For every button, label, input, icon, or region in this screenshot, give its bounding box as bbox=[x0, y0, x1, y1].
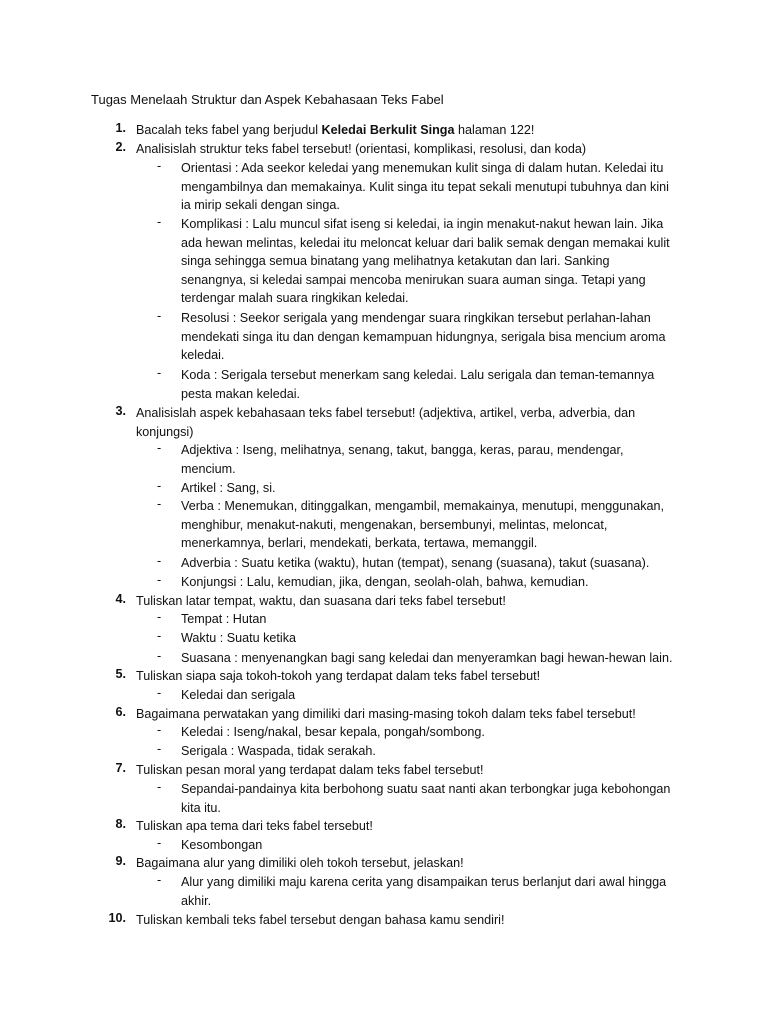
bullet-dash: - bbox=[157, 780, 162, 794]
list-item-text: Sepandai-pandainya kita berbohong suatu saat nanti akan terbongkar juga kebohongan kita itu. bbox=[181, 782, 671, 815]
bullet-dash: - bbox=[157, 873, 162, 887]
question-number: 6. bbox=[115, 705, 126, 719]
list-item-text: Suasana : menyenangkan bagi sang keledai dan menyeramkan bagi hewan-hewan lain. bbox=[181, 651, 673, 665]
list-item-text: Keledai : Iseng/nakal, besar kepala, pongah/sombong. bbox=[181, 725, 485, 739]
bullet-dash: - bbox=[157, 215, 162, 229]
bullet-dash: - bbox=[157, 309, 162, 323]
bullet-dash: - bbox=[157, 554, 162, 568]
list-item-text: Serigala : Waspada, tidak serakah. bbox=[181, 744, 376, 758]
list-item-text: Waktu : Suatu ketika bbox=[181, 631, 297, 645]
bullet-dash: - bbox=[157, 479, 162, 493]
question-text: Bagaimana perwatakan yang dimiliki dari masing-masing tokoh dalam teks fabel tersebut! bbox=[136, 707, 636, 721]
question-text: Tuliskan kembali teks fabel tersebut dengan bahasa kamu sendiri! bbox=[136, 913, 505, 927]
fable-title: Keledai Berkulit Singa bbox=[321, 123, 455, 137]
list-item-text: Tempat : Hutan bbox=[181, 612, 267, 626]
question-text: Analisislah struktur teks fabel tersebut! (orientasi, komplikasi, resolusi, dan koda) bbox=[136, 142, 587, 156]
list-item-text: Verba : Menemukan, ditinggalkan, mengambil, memakainya, menutupi, menggunakan, menghibur, menakut-nakuti, mengenakan, bersembunyi, melintas, meloncat, menerkamnya, berlari, mendekati, berkata, tertawa, memanggil. bbox=[181, 499, 665, 551]
list-item-text: Keledai dan serigala bbox=[181, 688, 296, 702]
bullet-dash: - bbox=[157, 836, 162, 850]
question-number: 10. bbox=[108, 911, 126, 925]
bullet-dash: - bbox=[157, 723, 162, 737]
question-text: Tuliskan latar tempat, waktu, dan suasana dari teks fabel tersebut! bbox=[136, 594, 506, 608]
question-number: 3. bbox=[115, 404, 126, 418]
list-item-text: Adverbia : Suatu ketika (waktu), hutan (tempat), senang (suasana), takut (suasana). bbox=[181, 556, 650, 570]
question-number: 9. bbox=[115, 854, 126, 868]
question-number: 7. bbox=[115, 761, 126, 775]
bullet-dash: - bbox=[157, 441, 162, 455]
question-number: 5. bbox=[115, 667, 126, 681]
question-text: Bacalah teks fabel yang berjudul Keledai Berkulit Singa halaman 122! bbox=[136, 123, 535, 137]
list-item-text: Adjektiva : Iseng, melihatnya, senang, takut, bangga, keras, parau, mendengar, mencium. bbox=[181, 443, 624, 476]
question-number: 2. bbox=[115, 140, 126, 154]
bullet-dash: - bbox=[157, 159, 162, 173]
question-number: 8. bbox=[115, 817, 126, 831]
bullet-dash: - bbox=[157, 610, 162, 624]
list-item-text: Konjungsi : Lalu, kemudian, jika, dengan, seolah-olah, bahwa, kemudian. bbox=[181, 575, 589, 589]
bullet-dash: - bbox=[157, 742, 162, 756]
list-item-text: Alur yang dimiliki maju karena cerita yang disampaikan terus berlanjut dari awal hingga akhir. bbox=[181, 875, 667, 908]
bullet-dash: - bbox=[157, 497, 162, 511]
list-item-text: Resolusi : Seekor serigala yang mendengar suara ringkikan tersebut perlahan-lahan mendekati singa itu dan dengan kemampuan hidungnya, serigala bisa mencium aroma keledai. bbox=[181, 311, 666, 363]
list-item-text: Kesombongan bbox=[181, 838, 263, 852]
list-item-text: Artikel : Sang, si. bbox=[181, 481, 276, 495]
question-number: 1. bbox=[115, 121, 126, 135]
bullet-dash: - bbox=[157, 629, 162, 643]
bullet-dash: - bbox=[157, 649, 162, 663]
bullet-dash: - bbox=[157, 573, 162, 587]
bullet-dash: - bbox=[157, 366, 162, 380]
list-item-text: Orientasi : Ada seekor keledai yang menemukan kulit singa di dalam hutan. Keledai itu mengambilnya dan memakainya. Kulit singa itu tepat sekali menutupi tubuhnya dan kini ia mirip sekali dengan singa. bbox=[181, 161, 669, 213]
list-item-text: Komplikasi : Lalu muncul sifat iseng si keledai, ia ingin menakut-nakut hewan lain. Jika ada hewan melintas, keledai itu meloncat keluar dari balik semak dengan memakai kulit singa sehingga semua binatang yang melihatnya ketakutan dan lari. Sanking senangnya, si keledai sampai mencoba menirukan suara auman singa. Tetapi yang terdengar malah suara ringkikan keledai. bbox=[181, 217, 670, 306]
question-text: Tuliskan siapa saja tokoh-tokoh yang terdapat dalam teks fabel tersebut! bbox=[136, 669, 541, 683]
question-text: Tuliskan pesan moral yang terdapat dalam teks fabel tersebut! bbox=[136, 763, 484, 777]
question-number: 4. bbox=[115, 592, 126, 606]
question-text: Analisislah aspek kebahasaan teks fabel tersebut! (adjektiva, artikel, verba, adverbia, dan konjungsi) bbox=[136, 406, 636, 439]
list-item-text: Koda : Serigala tersebut menerkam sang keledai. Lalu serigala dan teman-temannya pesta makan keledai. bbox=[181, 368, 655, 401]
document-title: Tugas Menelaah Struktur dan Aspek Kebahasaan Teks Fabel bbox=[91, 92, 444, 107]
question-text: Tuliskan apa tema dari teks fabel tersebut! bbox=[136, 819, 373, 833]
bullet-dash: - bbox=[157, 686, 162, 700]
question-text: Bagaimana alur yang dimiliki oleh tokoh tersebut, jelaskan! bbox=[136, 856, 464, 870]
